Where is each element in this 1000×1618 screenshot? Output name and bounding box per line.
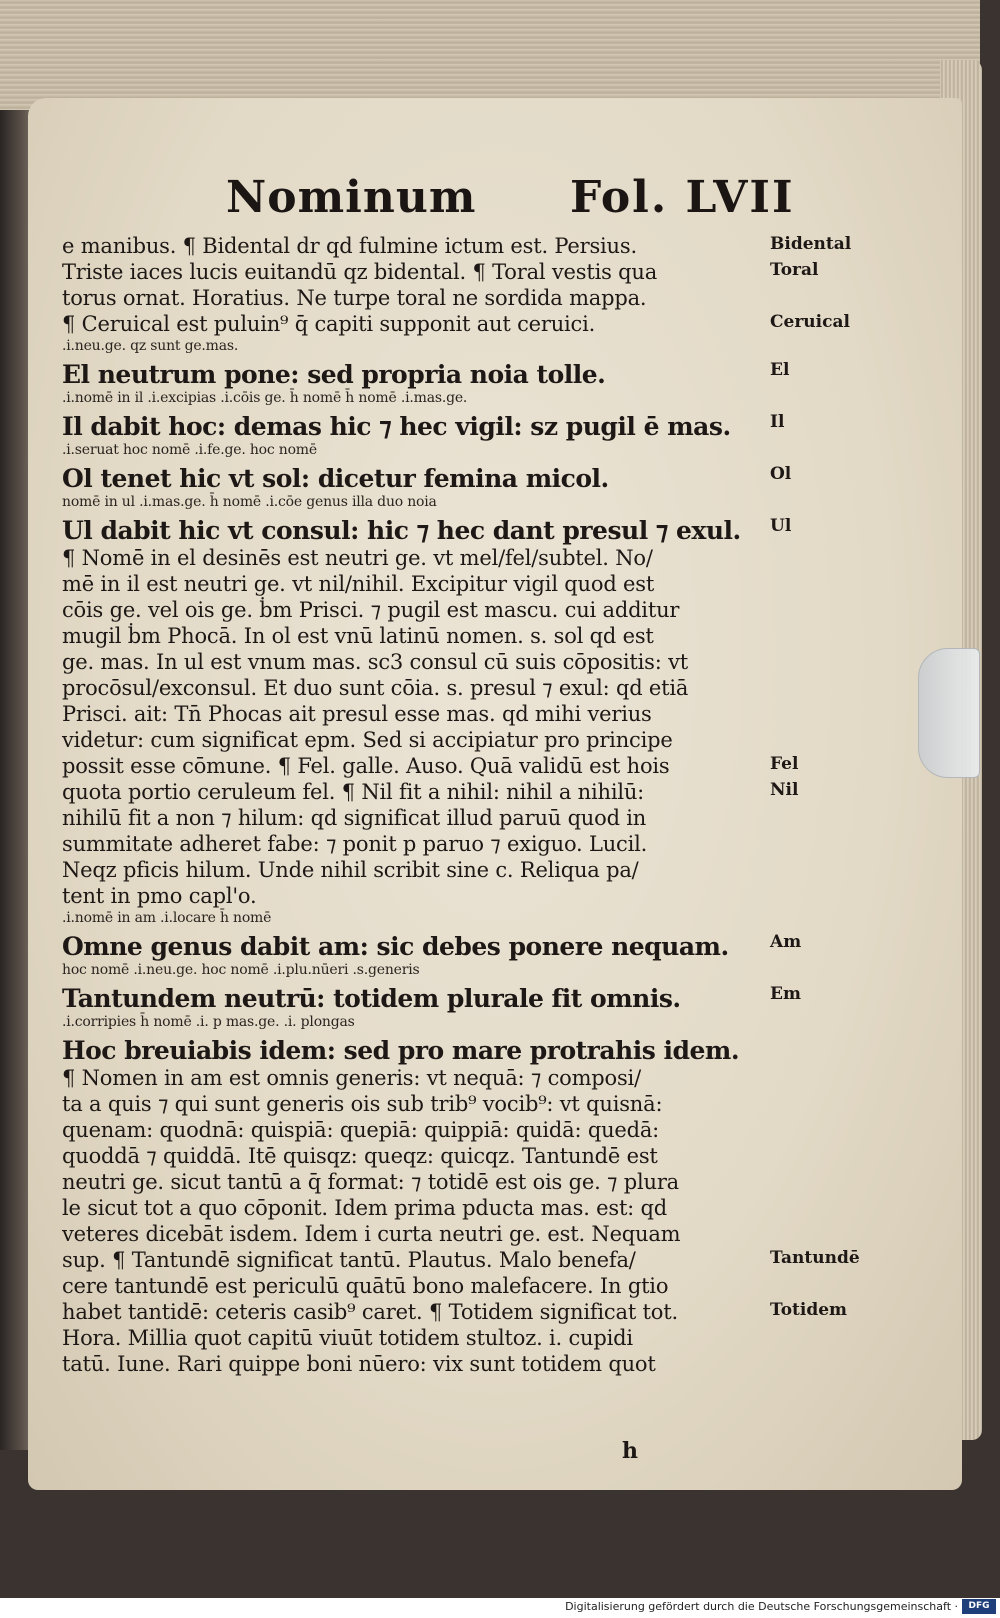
text-line: Triste iaces lucis euitandū qz bidental. ¶ Toral vestis qua xyxy=(62,260,658,284)
digitization-footer xyxy=(0,1598,1000,1618)
margin-note: Fel xyxy=(770,754,799,774)
text-line: quoddā ⁊ quiddā. Itē quisqz: queqz: quicqz. Tantundē est xyxy=(62,1144,658,1168)
text-line: ¶ Nomē in el desinēs est neutri ge. vt mel/fel/subtel. No/ xyxy=(62,546,653,570)
text-line: possit esse cōmune. ¶ Fel. galle. Auso. Quā validū est hois xyxy=(62,754,670,778)
text-line: quenam: quodnā: quispiā: quepiā: quippiā: quidā: quedā: xyxy=(62,1118,660,1142)
text-line: cere tantundē est periculū quātū bono malefacere. In gtio xyxy=(62,1274,669,1298)
text-line: ta a quis ⁊ qui sunt generis ois sub trib⁹ vocib⁹: vt quisnā: xyxy=(62,1092,663,1116)
margin-note: Ol xyxy=(770,464,792,484)
interlinear-gloss: .i.nomē in il .i.excipias .i.cōis ge. h̄ nomē h̄ nomē .i.mas.ge. xyxy=(62,390,468,406)
text-line: quota portio ceruleum fel. ¶ Nil fit a nihil: nihil a nihilū: xyxy=(62,780,645,804)
verse-line: Omne genus dabit am: sic debes ponere nequam. xyxy=(62,932,729,961)
bookmark-clip-icon xyxy=(918,648,980,778)
text-line: Neqz pficis hilum. Unde nihil scribit sine c. Reliqua pa/ xyxy=(62,858,639,882)
verse-line: El neutrum pone: sed propria noia tolle. xyxy=(62,360,606,389)
text-line: ¶ Nomen in am est omnis generis: vt nequā: ⁊ composi/ xyxy=(62,1066,641,1090)
interlinear-gloss: .i.seruat hoc nomē .i.fe.ge. hoc nomē xyxy=(62,442,317,458)
text-line: summitate adheret fabe: ⁊ ponit p paruo ⁊ exiguo. Lucil. xyxy=(62,832,648,856)
margin-note: Il xyxy=(770,412,785,432)
text-line: ge. mas. In ul est vnum mas. sc3 consul cū suis cōpositis: vt xyxy=(62,650,688,674)
text-line: torus ornat. Horatius. Ne turpe toral ne sordida mappa. xyxy=(62,286,647,310)
text-line: mē in il est neutri ge. vt nil/nihil. Excipitur vigil quod est xyxy=(62,572,655,596)
folio-number: Fol. LVII xyxy=(570,172,795,223)
text-line: mugil ḃm Phocā. In ol est vnū latinū nomen. s. sol qd est xyxy=(62,624,654,648)
book-top-edge xyxy=(0,0,980,110)
margin-note: Nil xyxy=(770,780,799,800)
interlinear-gloss: nomē in ul .i.mas.ge. h̄ nomē .i.cōe genus illa duo noia xyxy=(62,494,437,510)
text-line: e manibus. ¶ Bidental dr qd fulmine ictum est. Persius. xyxy=(62,234,637,258)
signature-mark: h xyxy=(622,1438,638,1464)
text-line: tent in pmo capl'o. xyxy=(62,884,257,908)
interlinear-gloss: hoc nomē .i.neu.ge. hoc nomē .i.plu.nūeri .s.generis xyxy=(62,962,420,978)
margin-note: Em xyxy=(770,984,801,1004)
text-line: sup. ¶ Tantundē significat tantū. Plautus. Malo benefa/ xyxy=(62,1248,636,1272)
verse-line: Hoc breuiabis idem: sed pro mare protrahis idem. xyxy=(62,1036,740,1065)
footer-credit: Digitalisierung gefördert durch die Deutsche Forschungsgemeinschaft · xyxy=(565,1600,958,1613)
margin-note: Bidental xyxy=(770,234,852,254)
margin-note: Ceruical xyxy=(770,312,850,332)
interlinear-gloss: .i.neu.ge. qz sunt ge.mas. xyxy=(62,338,239,354)
margin-note: Am xyxy=(770,932,802,952)
verse-line: Il dabit hoc: demas hic ⁊ hec vigil: sz pugil ē mas. xyxy=(62,412,731,441)
text-line: procōsul/exconsul. Et duo sunt cōia. s. presul ⁊ exul: qd etiā xyxy=(62,676,689,700)
text-line: tatū. Iune. Rari quippe boni nūero: vix sunt totidem quot xyxy=(62,1352,656,1376)
margin-note: Tantundē xyxy=(770,1248,860,1268)
text-line: Hora. Millia quot capitū viuūt totidem stultoz. i. cupidi xyxy=(62,1326,633,1350)
margin-note: Ul xyxy=(770,516,792,536)
verse-line: Ol tenet hic vt sol: dicetur femina micol. xyxy=(62,464,609,493)
dfg-logo-icon: DFG xyxy=(962,1599,996,1614)
verse-line: Tantundem neutrū: totidem plurale fit omnis. xyxy=(62,984,681,1013)
text-line: le sicut tot a quo cōponit. Idem prima pducta mas. est: qd xyxy=(62,1196,668,1220)
margin-note: El xyxy=(770,360,790,380)
margin-note: Totidem xyxy=(770,1300,848,1320)
verse-line: Ul dabit hic vt consul: hic ⁊ hec dant presul ⁊ exul. xyxy=(62,516,741,545)
text-line: ¶ Ceruical est puluin⁹ q̄ capiti supponit aut ceruici. xyxy=(62,312,596,336)
margin-note: Toral xyxy=(770,260,819,280)
text-line: neutri ge. sicut tantū a q̄ format: ⁊ totidē est ois ge. ⁊ plura xyxy=(62,1170,679,1194)
text-line: videtur: cum significat epm. Sed si accipiatur pro principe xyxy=(62,728,673,752)
interlinear-gloss: .i.nomē in am .i.locare h̄ nomē xyxy=(62,910,272,926)
running-head: Nominum xyxy=(226,172,477,223)
text-line: nihilū fit a non ⁊ hilum: qd significat illud paruū quod in xyxy=(62,806,647,830)
text-line: cōis ge. vel ois ge. ḃm Prisci. ⁊ pugil est mascu. cui additur xyxy=(62,598,680,622)
page-header xyxy=(0,172,1000,232)
interlinear-gloss: .i.corripies h̄ nomē .i. p mas.ge. .i. plongas xyxy=(62,1014,355,1030)
text-line: Prisci. ait: Tn̄ Phocas ait presul esse mas. qd mihi verius xyxy=(62,702,652,726)
text-line: habet tantidē: ceteris casib⁹ caret. ¶ Totidem significat tot. xyxy=(62,1300,678,1324)
text-line: veteres dicebāt isdem. Idem i curta neutri ge. est. Nequam xyxy=(62,1222,681,1246)
